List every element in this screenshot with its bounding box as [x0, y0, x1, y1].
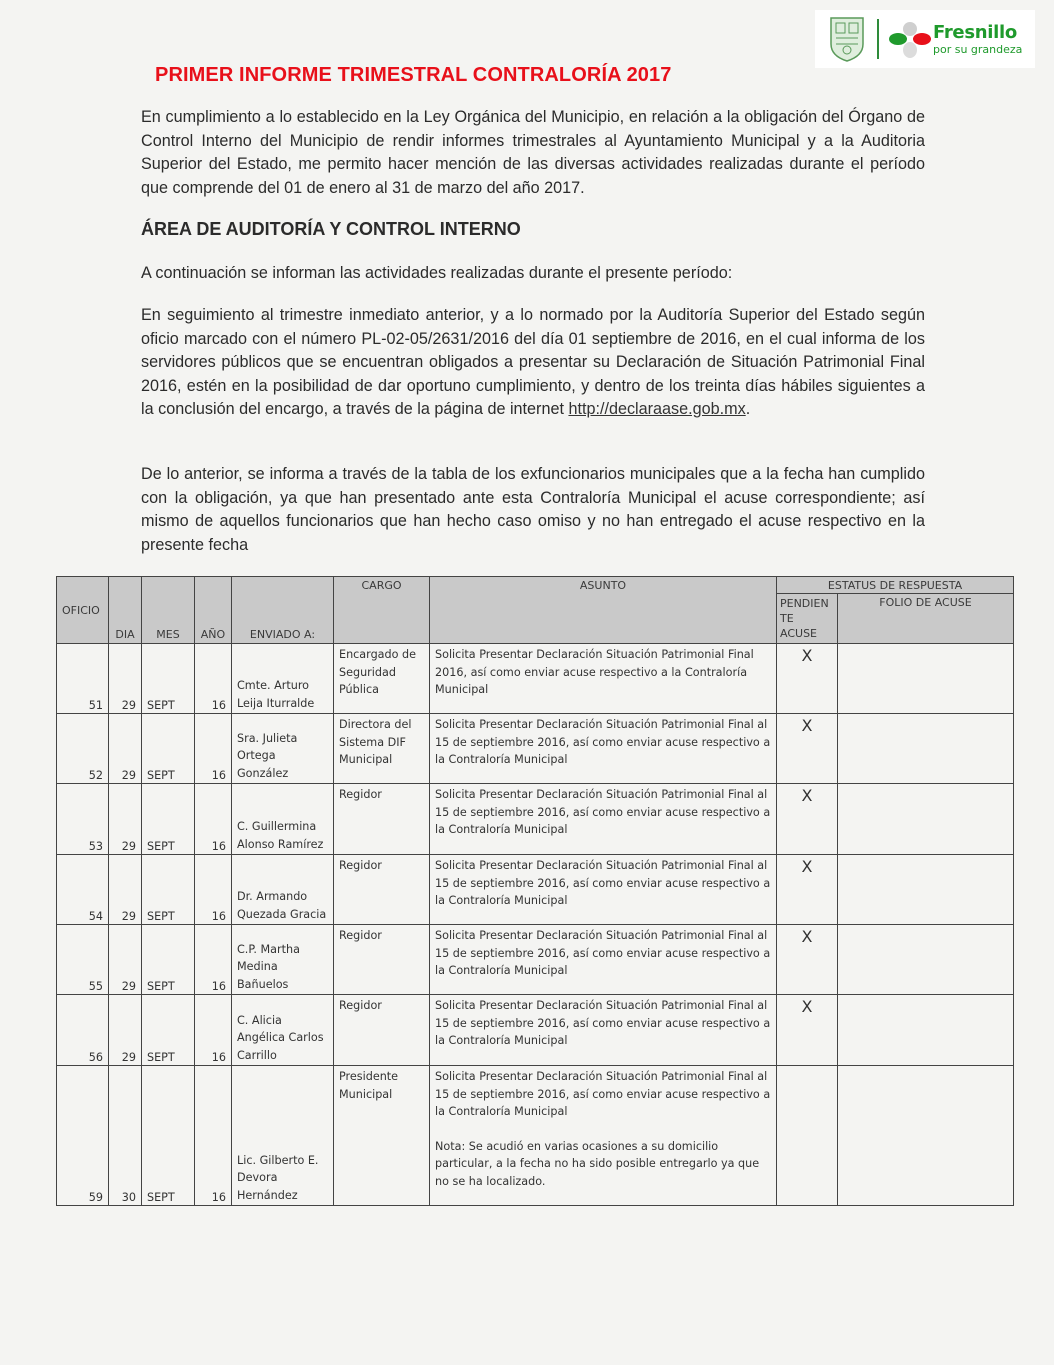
municipal-seal-icon	[827, 14, 867, 64]
document-title: PRIMER INFORME TRIMESTRAL CONTRALORÍA 2017	[155, 64, 672, 86]
cell-asunto: Solicita Presentar Declaración Situación Patrimonial Final al 15 de septiembre 2016, así como enviar acuse respectivo a la Contraloría Municipal	[430, 714, 777, 784]
cell-anio: 16	[195, 644, 232, 714]
section-heading: ÁREA DE AUDITORÍA Y CONTROL INTERNO	[141, 219, 521, 239]
followup-paragraph	[141, 304, 925, 422]
followup-end: .	[745, 400, 751, 418]
cell-mes: SEPT	[142, 995, 195, 1066]
cell-dia: 29	[109, 925, 142, 995]
cell-oficio: 55	[57, 925, 109, 995]
header-dia: DIA	[109, 577, 142, 644]
cell-dia: 29	[109, 855, 142, 925]
asunto-text: Solicita Presentar Declaración Situación Patrimonial Final al 15 de septiembre 2016, así como enviar acuse respectivo a la Contraloría Municipal	[435, 1070, 771, 1118]
cell-cargo: Regidor	[334, 855, 430, 925]
followup-text: En seguimiento al trimestre inmediato anterior, y a lo normado por la Auditoría Superior del Estado según oficio marcado con el número PL-02-05/2631/2016 del día 01 septiembre de 2016, en el cual informa de los servidores públicos que se encuentran obligados a presentar su Declaración de Situación Patrimonial Final 2016, estén en la posibilidad de dar oportuno cumplimiento, y dentro de los treinta días hábiles siguientes a la conclusión del encargo, a través de la página de internet	[141, 306, 925, 418]
cell-mes: SEPT	[142, 1066, 195, 1206]
table-row	[57, 855, 1014, 925]
cell-mes: SEPT	[142, 644, 195, 714]
cell-enviado-a: Sra. Julieta Ortega González	[232, 714, 334, 784]
declaraase-link[interactable]: http://declaraase.gob.mx	[568, 400, 746, 418]
cell-anio: 16	[195, 925, 232, 995]
cell-asunto: Solicita Presentar Declaración Situación Patrimonial Final al 15 de septiembre 2016, así como enviar acuse respectivo a la Contraloría Municipal	[430, 855, 777, 925]
header-pendiente: PENDIEN TE ACUSE	[777, 594, 838, 644]
cell-mes: SEPT	[142, 714, 195, 784]
cell-cargo: Regidor	[334, 784, 430, 855]
cell-enviado-a: C. Guillermina Alonso Ramírez	[232, 784, 334, 855]
cell-folio	[838, 784, 1014, 855]
cell-pendiente: X	[777, 714, 838, 784]
cell-asunto	[430, 1066, 777, 1206]
cell-folio	[838, 644, 1014, 714]
cell-dia: 29	[109, 714, 142, 784]
cell-pendiente: X	[777, 995, 838, 1066]
cell-anio: 16	[195, 714, 232, 784]
cell-cargo: Directora del Sistema DIF Municipal	[334, 714, 430, 784]
cell-folio	[838, 714, 1014, 784]
cell-enviado-a: C.P. Martha Medina Bañuelos	[232, 925, 334, 995]
cell-asunto: Solicita Presentar Declaración Situación Patrimonial Final al 15 de septiembre 2016, así como enviar acuse respectivo a la Contraloría Municipal	[430, 925, 777, 995]
table-row	[57, 925, 1014, 995]
cell-cargo: Encargado de Seguridad Pública	[334, 644, 430, 714]
cell-oficio: 51	[57, 644, 109, 714]
cell-pendiente: X	[777, 855, 838, 925]
cell-oficio: 54	[57, 855, 109, 925]
cell-asunto: Solicita Presentar Declaración Situación Patrimonial Final al 15 de septiembre 2016, así como enviar acuse respectivo a la Contraloría Municipal	[430, 784, 777, 855]
logo-divider	[877, 19, 879, 59]
cell-folio	[838, 1066, 1014, 1206]
cell-folio	[838, 855, 1014, 925]
cell-oficio: 52	[57, 714, 109, 784]
header-asunto: ASUNTO	[430, 577, 777, 644]
table-row	[57, 714, 1014, 784]
fresnillo-flower-icon	[889, 18, 931, 60]
cell-anio: 16	[195, 1066, 232, 1206]
cell-anio: 16	[195, 855, 232, 925]
header-oficio: OFICIO	[57, 577, 109, 644]
brand-tagline: por su grandeza	[933, 42, 1023, 56]
header-estatus: ESTATUS DE RESPUESTA	[777, 577, 1014, 594]
cell-cargo: Regidor	[334, 995, 430, 1066]
cell-enviado-a: Dr. Armando Quezada Gracia	[232, 855, 334, 925]
cell-cargo: Regidor	[334, 925, 430, 995]
cell-pendiente: X	[777, 784, 838, 855]
cell-oficio: 59	[57, 1066, 109, 1206]
cell-oficio: 53	[57, 784, 109, 855]
cell-asunto: Solicita Presentar Declaración Situación Patrimonial Final al 15 de septiembre 2016, así como enviar acuse respectivo a la Contraloría Municipal	[430, 995, 777, 1066]
cell-mes: SEPT	[142, 855, 195, 925]
table-row	[57, 995, 1014, 1066]
cell-dia: 30	[109, 1066, 142, 1206]
table-intro-paragraph: De lo anterior, se informa a través de la tabla de los exfuncionarios municipales que a la fecha han cumplido con la obligación, ya que han presentado ante esta Contraloría Municipal el acuse correspondiente; así mismo de aquellos funcionarios que han hecho caso omiso y no han entregado el acuse respectivo en la presente fecha	[141, 465, 925, 554]
header-cargo: CARGO	[334, 577, 430, 644]
cell-dia: 29	[109, 995, 142, 1066]
cell-mes: SEPT	[142, 925, 195, 995]
cell-asunto: Solicita Presentar Declaración Situación Patrimonial Final 2016, así como enviar acuse respectivo a la Contraloría Municipal	[430, 644, 777, 714]
cell-enviado-a: C. Alicia Angélica Carlos Carrillo	[232, 995, 334, 1066]
cell-pendiente: X	[777, 925, 838, 995]
cell-anio: 16	[195, 784, 232, 855]
cell-oficio: 56	[57, 995, 109, 1066]
cell-anio: 16	[195, 995, 232, 1066]
table-row	[57, 784, 1014, 855]
asunto-note: Nota: Se acudió en varias ocasiones a su domicilio particular, a la fecha no ha sido posible entregarlo ya que no se ha localizado.	[435, 1139, 760, 1188]
declaration-status-table	[56, 576, 1014, 1206]
cell-pendiente	[777, 1066, 838, 1206]
header-enviado-a: ENVIADO A:	[232, 577, 334, 644]
header-folio: FOLIO DE ACUSE	[838, 594, 1014, 644]
activities-intro: A continuación se informan las actividades realizadas durante el presente período:	[141, 264, 733, 282]
cell-dia: 29	[109, 784, 142, 855]
cell-mes: SEPT	[142, 784, 195, 855]
header-anio: AÑO	[195, 577, 232, 644]
brand-name: Fresnillo	[933, 21, 1017, 43]
cell-enviado-a: Cmte. Arturo Leija Iturralde	[232, 644, 334, 714]
table-row	[57, 1066, 1014, 1206]
cell-folio	[838, 925, 1014, 995]
table-row	[57, 644, 1014, 714]
cell-dia: 29	[109, 644, 142, 714]
brand-text	[933, 21, 1023, 56]
header-mes: MES	[142, 577, 195, 644]
cell-folio	[838, 995, 1014, 1066]
cell-pendiente: X	[777, 644, 838, 714]
header-logos	[815, 10, 1035, 68]
cell-cargo: Presidente Municipal	[334, 1066, 430, 1206]
cell-enviado-a: Lic. Gilberto E. Devora Hernández	[232, 1066, 334, 1206]
intro-paragraph: En cumplimiento a lo establecido en la Ley Orgánica del Municipio, en relación a la obligación del Órgano de Control Interno del Municipio de rendir informes trimestrales al Ayuntamiento Municipal y a la Auditoria Superior del Estado, me permito hacer mención de las diversas actividades realizadas durante el período que comprende del 01 de enero al 31 de marzo del año 2017.	[141, 108, 925, 197]
